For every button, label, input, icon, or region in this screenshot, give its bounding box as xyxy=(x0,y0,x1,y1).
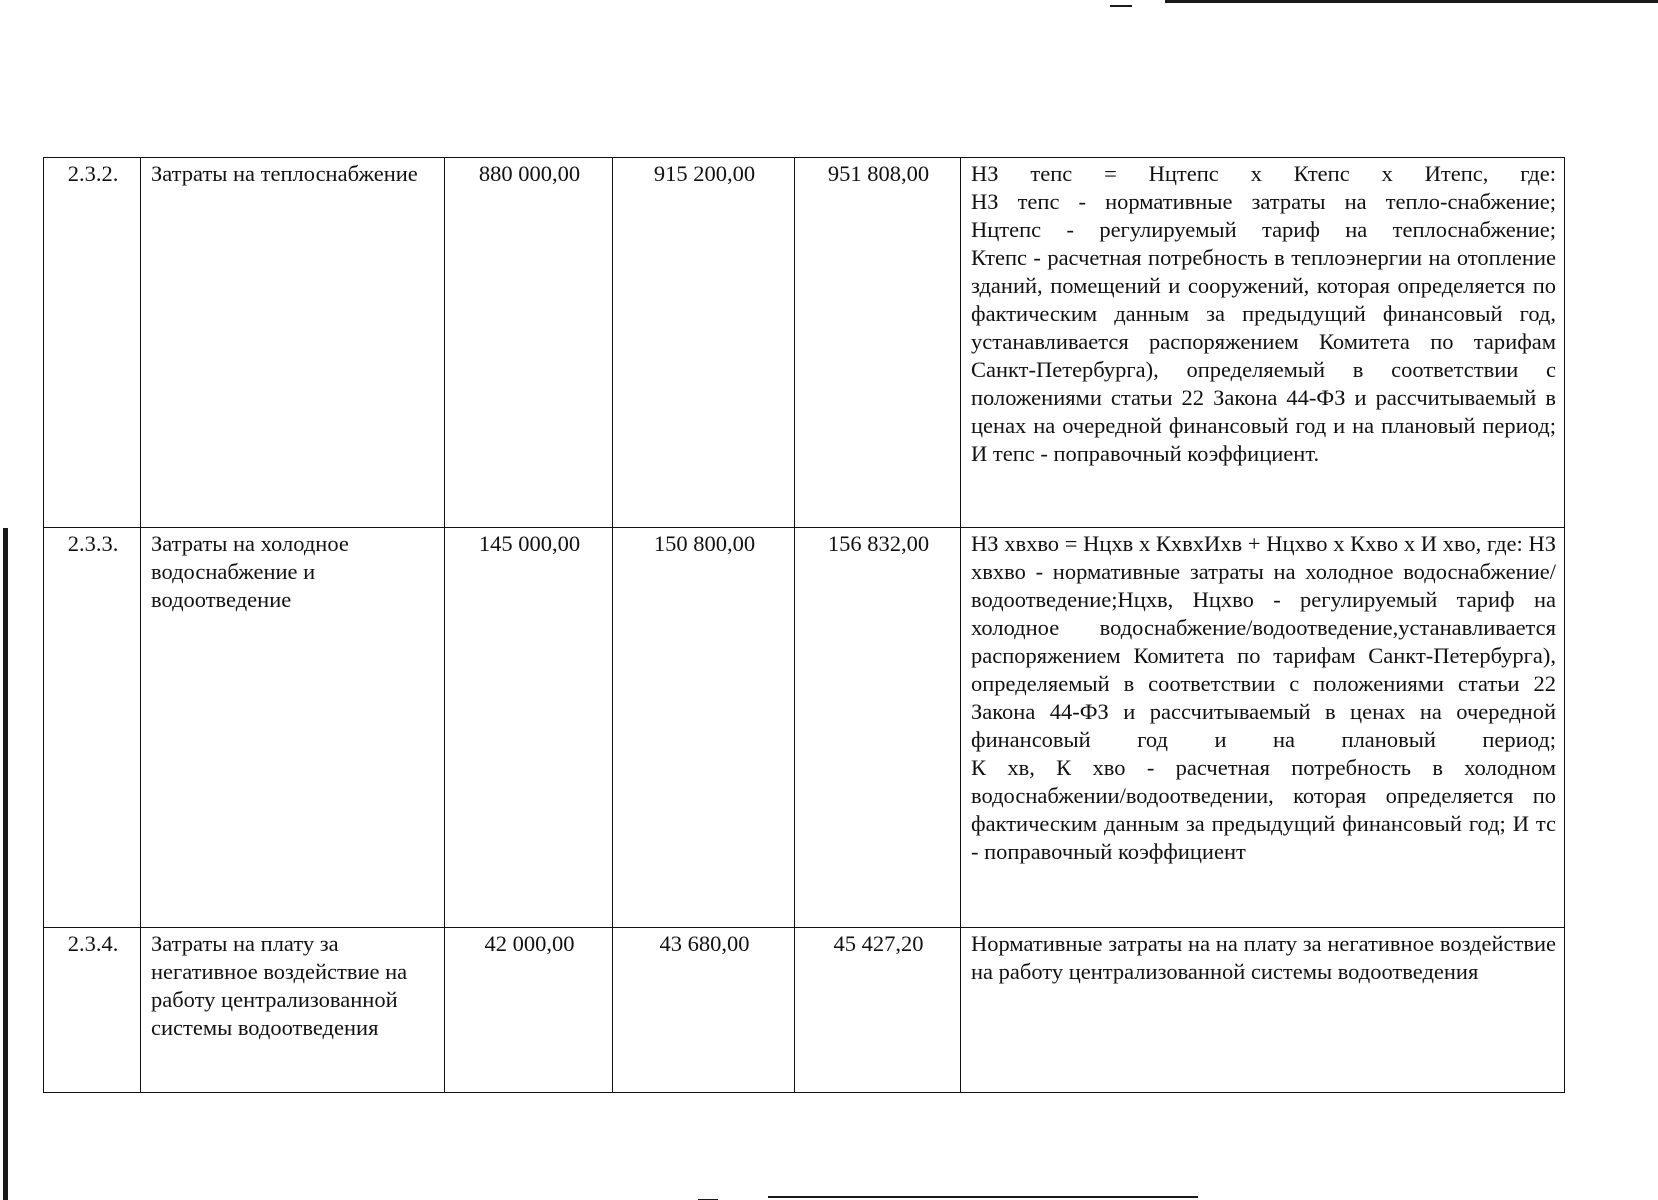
scan-line-left-edge xyxy=(3,528,8,1200)
cost-item-name: Затраты на холодное водоснабжение и водоотведение xyxy=(141,528,445,928)
formula-line: Нормативные затраты на на плату за негативное воздействие на работу централизованной системы водоотведения xyxy=(971,931,1556,984)
cost-item-name: Затраты на теплоснабжение xyxy=(141,158,445,528)
amount-year-1: 880 000,00 xyxy=(445,158,613,528)
amount-year-2: 150 800,00 xyxy=(613,528,795,928)
formula-definition: К хв, К хво - расчетная потребность в холодном водоснабжении/водоотведении, которая определяется по фактическим данным за предыдущий финансовый год; И тс - поправочный коэффициент xyxy=(971,755,1556,864)
scan-line-top xyxy=(1165,0,1658,3)
formula-definition: Ктепс - расчетная потребность в теплоэнергии на отопление зданий, помещений и сооружений, которая определяется по фактическим данным за предыдущий финансовый год, устанавливается распоряжением Комитета по тарифам Санкт-Петербурга), определяемый в соответствии с положениями статьи 22 Закона 44-ФЗ и рассчитываемый в ценах на очередной финансовый год и на плановый период; xyxy=(971,245,1556,438)
amount-year-1: 145 000,00 xyxy=(445,528,613,928)
scan-line-top-short xyxy=(1110,5,1132,7)
row-number: 2.3.2. xyxy=(44,158,141,528)
calculation-formula xyxy=(961,528,1565,928)
scan-line-bottom xyxy=(768,1196,1198,1198)
formula-definition: И тепс - поправочный коэффициент. xyxy=(971,441,1320,466)
amount-year-2: 915 200,00 xyxy=(613,158,795,528)
amount-year-2: 43 680,00 xyxy=(613,928,795,1093)
calculation-formula xyxy=(961,158,1565,528)
calculation-formula xyxy=(961,928,1565,1093)
table-row xyxy=(44,158,1565,528)
row-number: 2.3.3. xyxy=(44,528,141,928)
amount-year-1: 42 000,00 xyxy=(445,928,613,1093)
formula-definition: Нцтепс - регулируемый тариф на теплоснабжение; xyxy=(971,217,1556,242)
amount-year-3: 951 808,00 xyxy=(795,158,961,528)
formula-line: НЗ хвхво = Нцхв х КхвхИхв + Нцхво х Кхво х И хво, где: НЗ хвхво - нормативные затраты на холодное водоснабжение/водоотведение;Нцхв, Нцхво - регулируемый тариф на холодное водоснабжение/водоотведение,устанавливается распоряжением Комитета по тарифам Санкт-Петербурга), определяемый в соответствии с положениями статьи 22 Закона 44-ФЗ и рассчитываемый в ценах на очередной финансовый год и на плановый период; xyxy=(971,531,1556,752)
cost-table xyxy=(43,157,1565,1093)
table-row xyxy=(44,928,1565,1093)
row-number: 2.3.4. xyxy=(44,928,141,1093)
amount-year-3: 45 427,20 xyxy=(795,928,961,1093)
cost-table-wrapper xyxy=(43,157,1565,1093)
table-row xyxy=(44,528,1565,928)
formula-definition: НЗ тепс - нормативные затраты на тепло-снабжение; xyxy=(971,189,1556,214)
amount-year-3: 156 832,00 xyxy=(795,528,961,928)
formula-line: НЗ тепс = Нцтепс х Ктепс х Итепс, где: xyxy=(971,161,1556,186)
cost-item-name: Затраты на плату за негативное воздействие на работу централизованной системы водоотведения xyxy=(141,928,445,1093)
